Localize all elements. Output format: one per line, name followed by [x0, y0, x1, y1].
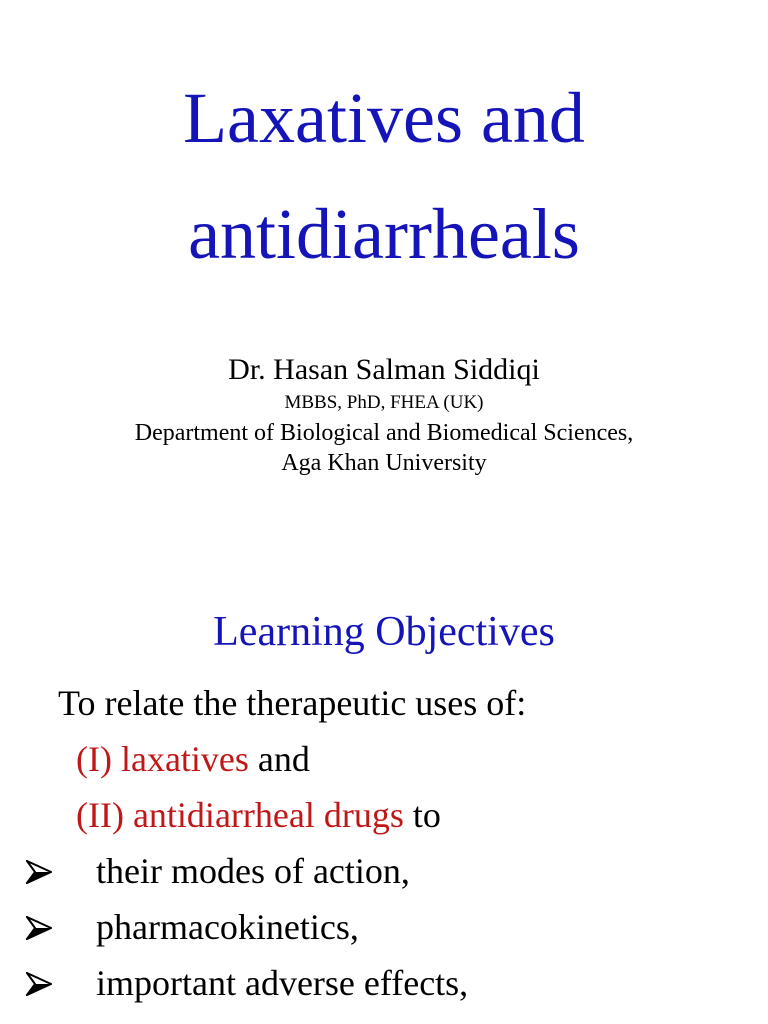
author-affiliation — [0, 418, 768, 478]
bullet-text: important adverse effects, — [96, 963, 469, 1003]
objective-item-suffix: and — [248, 739, 310, 779]
objective-item-laxatives — [76, 738, 310, 781]
bullet-text: their modes of action, — [96, 851, 410, 891]
institution-name: Aga Khan University — [281, 450, 487, 476]
arrowhead-bullet-icon — [26, 860, 52, 884]
objective-item-label: (II) antidiarrheal drugs — [76, 795, 404, 835]
title-line-1: Laxatives and — [183, 78, 585, 158]
objective-item-suffix: to — [403, 795, 441, 835]
objective-item-antidiarrheals — [76, 794, 441, 837]
title-line-2: antidiarrheals — [188, 194, 580, 274]
objectives-intro: To relate the therapeutic uses of: — [58, 683, 527, 723]
department-name: Department of Biological and Biomedical Sciences, — [134, 420, 634, 446]
author-name: Dr. Hasan Salman Siddiqi — [228, 353, 540, 386]
bullet-text: pharmacokinetics, — [96, 907, 359, 947]
arrowhead-bullet-icon — [26, 972, 52, 996]
objective-item-label: (I) laxatives — [76, 739, 249, 779]
arrowhead-bullet-icon — [26, 916, 52, 940]
author-credentials: MBBS, PhD, FHEA (UK) — [284, 392, 484, 413]
objectives-heading: Learning Objectives — [213, 609, 555, 655]
